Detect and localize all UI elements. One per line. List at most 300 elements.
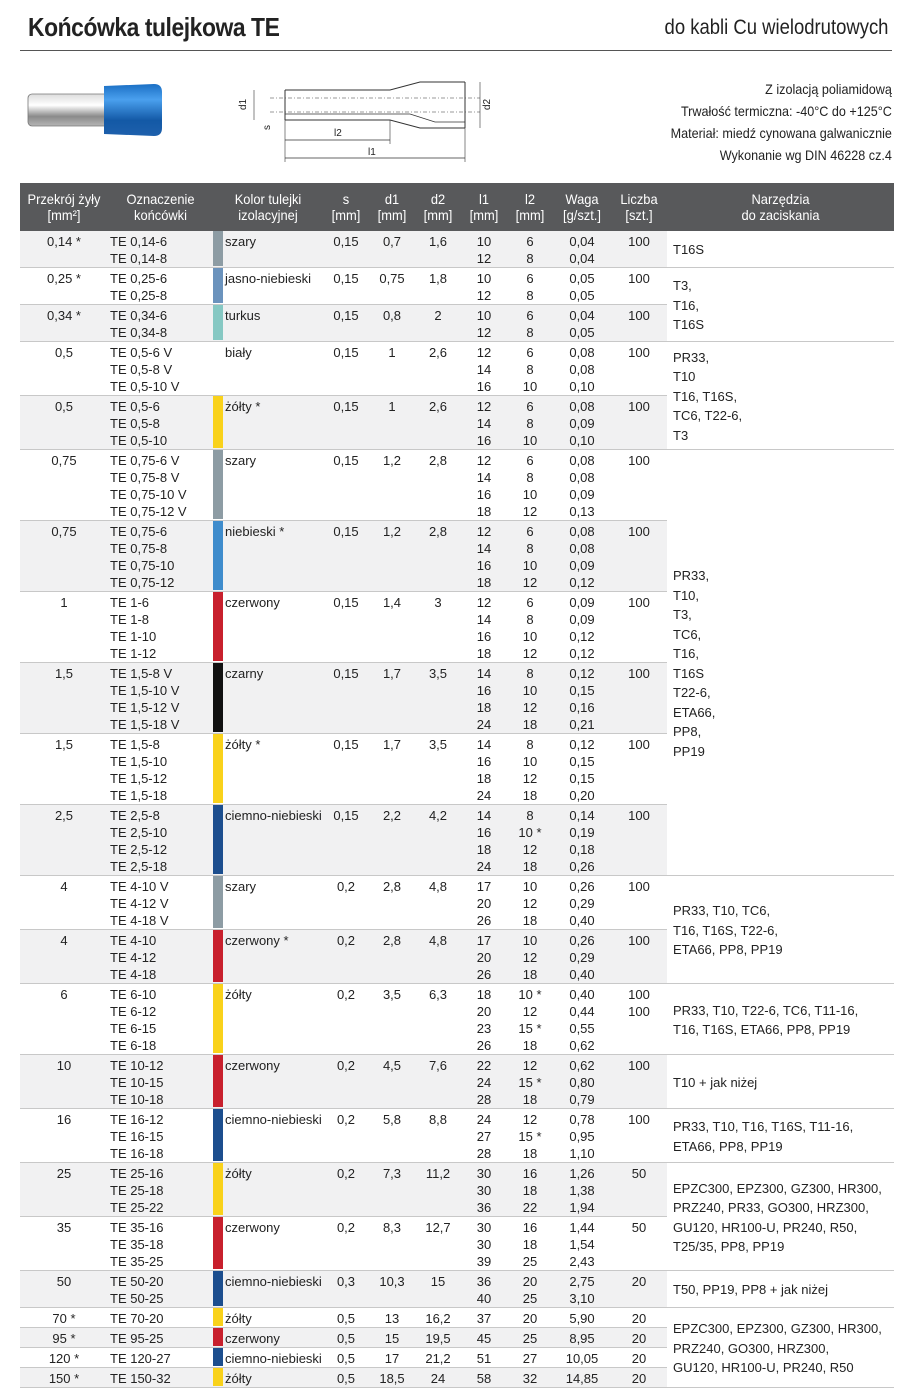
s-cell: 0,2 bbox=[323, 1055, 369, 1109]
d2-cell: 1,8 bbox=[415, 268, 461, 305]
l1-cell-value: 12 bbox=[476, 595, 492, 610]
d2-cell: 4,2 bbox=[415, 805, 461, 876]
s-cell: 0,15 bbox=[323, 592, 369, 663]
cross-section-cell: 4 bbox=[20, 876, 108, 930]
color-swatch-fill bbox=[213, 450, 223, 519]
l1-cell bbox=[461, 396, 507, 450]
l1-cell bbox=[461, 984, 507, 1055]
designation-cell bbox=[108, 1368, 213, 1388]
d1-cell: 0,8 bbox=[369, 305, 415, 342]
l2-cell-value: 12 bbox=[522, 771, 538, 786]
l2-cell-value: 10 bbox=[522, 683, 538, 698]
designation-cell bbox=[108, 231, 213, 268]
l2-cell-value: 18 bbox=[522, 1183, 538, 1198]
l1-cell bbox=[461, 305, 507, 342]
l1-cell bbox=[461, 1308, 507, 1328]
designation-cell-value: TE 10-18 bbox=[110, 1092, 164, 1107]
color-swatch-fill bbox=[213, 396, 223, 448]
l1-cell-value: 30 bbox=[476, 1183, 492, 1198]
weight-cell-value: 0,08 bbox=[569, 470, 595, 485]
l1-cell-value: 14 bbox=[476, 612, 492, 627]
tool-line: T16, T16S, T22-6, bbox=[673, 922, 779, 938]
weight-cell-value: 1,54 bbox=[569, 1237, 595, 1252]
designation-cell bbox=[108, 592, 213, 663]
designation-cell-value: TE 0,5-6 bbox=[110, 399, 160, 414]
weight-cell-value: 8,95 bbox=[569, 1331, 595, 1346]
s-cell: 0,15 bbox=[323, 396, 369, 450]
tool-line: PP19 bbox=[673, 743, 705, 759]
s-cell: 0,2 bbox=[323, 930, 369, 984]
weight-cell-value: 0,16 bbox=[569, 700, 595, 715]
l2-cell bbox=[507, 1368, 553, 1388]
color-swatch bbox=[213, 1217, 223, 1271]
weight-cell-value: 0,26 bbox=[569, 879, 595, 894]
l1-cell-value: 12 bbox=[476, 345, 492, 360]
weight-cell-value: 0,15 bbox=[569, 683, 595, 698]
l2-cell-value: 10 bbox=[522, 487, 538, 502]
color-swatch-fill bbox=[213, 1163, 223, 1215]
designation-cell-value: TE 2,5-12 bbox=[110, 842, 168, 857]
l2-cell bbox=[507, 396, 553, 450]
designation-cell-value: TE 25-16 bbox=[110, 1166, 164, 1181]
quantity-cell bbox=[611, 450, 667, 521]
product-table bbox=[20, 183, 894, 1388]
designation-cell bbox=[108, 305, 213, 342]
weight-cell-value: 0,09 bbox=[569, 487, 595, 502]
designation-cell-value: TE 4-18 bbox=[110, 967, 157, 982]
designation-cell bbox=[108, 450, 213, 521]
l2-cell-value: 10 bbox=[522, 754, 538, 769]
color-name-cell: ciemno-niebieski bbox=[223, 1271, 323, 1308]
weight-cell-value: 0,09 bbox=[569, 416, 595, 431]
weight-cell-value: 0,29 bbox=[569, 896, 595, 911]
l2-cell-value: 25 bbox=[522, 1291, 538, 1306]
l1-cell-value: 14 bbox=[476, 808, 492, 823]
tool-line: PR33, bbox=[673, 349, 710, 365]
color-swatch bbox=[213, 592, 223, 663]
tool-line: PR33, bbox=[673, 568, 710, 583]
color-swatch bbox=[213, 450, 223, 521]
color-name-cell: czerwony bbox=[223, 592, 323, 663]
designation-cell-value: TE 6-15 bbox=[110, 1021, 157, 1036]
color-name-cell: szary bbox=[223, 876, 323, 930]
l2-cell-value: 20 bbox=[522, 1311, 538, 1326]
cross-section-cell: 0,75 bbox=[20, 450, 108, 521]
designation-cell-value: TE 1,5-8 V bbox=[110, 666, 173, 681]
weight-cell-value: 10,05 bbox=[565, 1351, 599, 1366]
quantity-cell-value: 100 bbox=[628, 234, 650, 249]
table-row bbox=[20, 450, 894, 521]
color-swatch-fill bbox=[213, 231, 223, 266]
l2-cell bbox=[507, 1109, 553, 1163]
l2-cell bbox=[507, 1348, 553, 1368]
l2-cell-value: 18 bbox=[522, 1237, 538, 1252]
header-cross-section: Przekrój żyły [mm²] bbox=[20, 183, 108, 231]
weight-cell-value: 0,08 bbox=[569, 345, 595, 360]
weight-cell bbox=[553, 1308, 611, 1328]
s-cell: 0,2 bbox=[323, 876, 369, 930]
ferrule-photo bbox=[26, 80, 166, 140]
weight-cell-value: 0,55 bbox=[569, 1021, 595, 1036]
tools-cell bbox=[667, 1163, 894, 1271]
color-swatch bbox=[213, 396, 223, 450]
d1-cell: 18,5 bbox=[369, 1368, 415, 1388]
l2-cell bbox=[507, 268, 553, 305]
l1-cell-value: 14 bbox=[476, 362, 492, 377]
cross-section-cell: 2,5 bbox=[20, 805, 108, 876]
color-name-cell: ciemno-niebieski bbox=[223, 1109, 323, 1163]
color-swatch-fill bbox=[213, 984, 223, 1053]
color-swatch bbox=[213, 734, 223, 805]
color-name-cell: ciemno-niebieski bbox=[223, 1348, 323, 1368]
designation-cell-value: TE 6-10 bbox=[110, 987, 157, 1002]
weight-cell-value: 0,12 bbox=[569, 629, 595, 644]
color-name-cell: jasno-niebieski bbox=[223, 268, 323, 305]
l1-cell-value: 10 bbox=[476, 271, 492, 286]
l2-cell-value: 18 bbox=[522, 859, 538, 874]
l1-cell-value: 10 bbox=[476, 234, 492, 249]
color-swatch-fill bbox=[213, 1217, 223, 1269]
color-swatch bbox=[213, 305, 223, 342]
s-cell: 0,15 bbox=[323, 305, 369, 342]
d1-cell: 2,8 bbox=[369, 930, 415, 984]
weight-cell-value: 0,08 bbox=[569, 453, 595, 468]
cross-section-cell: 0,14 * bbox=[20, 231, 108, 268]
l1-cell-value: 14 bbox=[476, 416, 492, 431]
weight-cell-value: 0,12 bbox=[569, 646, 595, 661]
color-swatch-fill bbox=[213, 1328, 223, 1346]
d2-cell: 19,5 bbox=[415, 1328, 461, 1348]
l2-cell-value: 8 bbox=[526, 325, 534, 340]
designation-cell-value: TE 35-18 bbox=[110, 1237, 164, 1252]
weight-cell-value: 0,80 bbox=[569, 1075, 595, 1090]
l1-cell-value: 12 bbox=[476, 325, 492, 340]
weight-cell-value: 0,12 bbox=[569, 737, 595, 752]
tools-cell bbox=[667, 342, 894, 450]
designation-cell bbox=[108, 1163, 213, 1217]
l2-cell-value: 12 bbox=[522, 1004, 538, 1019]
l1-cell-value: 14 bbox=[476, 541, 492, 556]
weight-cell-value: 0,62 bbox=[569, 1038, 595, 1053]
cross-section-cell: 0,75 bbox=[20, 521, 108, 592]
l2-cell-value: 8 bbox=[526, 288, 534, 303]
color-swatch bbox=[213, 342, 223, 396]
spec-list bbox=[646, 78, 892, 166]
table-row bbox=[20, 1055, 894, 1109]
tool-line: GU120, HR100-U, PR240, R50 bbox=[673, 1360, 854, 1376]
tool-line: T16S bbox=[673, 317, 705, 333]
color-name-cell: czarny bbox=[223, 663, 323, 734]
l1-cell-value: 16 bbox=[476, 433, 492, 448]
designation-cell-value: TE 0,75-12 bbox=[110, 575, 175, 590]
quantity-cell-value: 100 bbox=[628, 399, 650, 414]
tools-cell bbox=[667, 1109, 894, 1163]
designation-cell-value: TE 0,75-12 V bbox=[110, 504, 187, 519]
weight-cell-value: 0,40 bbox=[569, 987, 595, 1002]
d2-cell: 2 bbox=[415, 305, 461, 342]
quantity-cell-value: 100 bbox=[628, 666, 650, 681]
designation-cell-value: TE 1,5-12 bbox=[110, 771, 168, 786]
tool-line: T25/35, PP8, PP19 bbox=[673, 1239, 785, 1254]
s-cell: 0,5 bbox=[323, 1368, 369, 1388]
weight-cell bbox=[553, 1163, 611, 1217]
l2-cell-value: 22 bbox=[522, 1200, 538, 1215]
l2-cell bbox=[507, 805, 553, 876]
l1-cell-value: 30 bbox=[476, 1166, 492, 1181]
designation-cell bbox=[108, 396, 213, 450]
weight-cell-value: 2,43 bbox=[569, 1254, 595, 1269]
weight-cell bbox=[553, 450, 611, 521]
l2-cell bbox=[507, 305, 553, 342]
l2-cell bbox=[507, 521, 553, 592]
s-cell: 0,5 bbox=[323, 1308, 369, 1328]
color-swatch-fill bbox=[213, 342, 223, 394]
tool-line: T50, PP19, PP8 + jak niżej bbox=[673, 1282, 829, 1298]
color-name-cell: szary bbox=[223, 231, 323, 268]
tool-line: T16, T16S, ETA66, PP8, PP19 bbox=[673, 1022, 851, 1037]
weight-cell bbox=[553, 1271, 611, 1308]
l2-cell-value: 25 bbox=[522, 1331, 538, 1346]
table-row bbox=[20, 1163, 894, 1217]
quantity-cell bbox=[611, 305, 667, 342]
designation-cell-value: TE 0,14-8 bbox=[110, 251, 168, 266]
tool-line: PR33, T10, TC6, bbox=[673, 903, 771, 919]
l2-cell bbox=[507, 1163, 553, 1217]
cross-section-cell: 1 bbox=[20, 592, 108, 663]
l1-cell-value: 12 bbox=[476, 399, 492, 414]
designation-cell-value: TE 0,75-10 V bbox=[110, 487, 187, 502]
l2-cell-value: 10 bbox=[522, 558, 538, 573]
tools-cell bbox=[667, 1308, 894, 1388]
color-swatch bbox=[213, 1308, 223, 1328]
spec-material: Materiał: miedź cynowana galwanicznie bbox=[670, 125, 892, 141]
header-d2: d2 [mm] bbox=[415, 183, 461, 231]
color-swatch bbox=[213, 805, 223, 876]
l2-cell-value: 18 bbox=[522, 967, 538, 982]
l2-cell-value: 15 * bbox=[518, 1021, 542, 1036]
d2-cell: 21,2 bbox=[415, 1348, 461, 1368]
cross-section-cell: 10 bbox=[20, 1055, 108, 1109]
quantity-cell bbox=[611, 521, 667, 592]
cross-section-cell: 0,5 bbox=[20, 342, 108, 396]
designation-cell-value: TE 1,5-18 V bbox=[110, 717, 180, 732]
cross-section-cell: 120 * bbox=[20, 1348, 108, 1368]
l1-cell-value: 27 bbox=[476, 1129, 492, 1144]
weight-cell-value: 1,26 bbox=[569, 1166, 595, 1181]
weight-cell-value: 0,08 bbox=[569, 399, 595, 414]
cross-section-cell: 50 bbox=[20, 1271, 108, 1308]
weight-cell-value: 0,20 bbox=[569, 788, 595, 803]
svg-text:l2: l2 bbox=[334, 128, 342, 139]
l2-cell-value: 8 bbox=[526, 541, 534, 556]
d2-cell: 8,8 bbox=[415, 1109, 461, 1163]
header-designation: Oznaczenie końcówki bbox=[108, 183, 213, 231]
designation-cell-value: TE 6-12 bbox=[110, 1004, 157, 1019]
quantity-cell bbox=[611, 930, 667, 984]
designation-cell-value: TE 6-18 bbox=[110, 1038, 157, 1053]
color-swatch bbox=[213, 268, 223, 305]
l1-cell-value: 51 bbox=[476, 1351, 492, 1366]
designation-cell-value: TE 150-32 bbox=[110, 1371, 171, 1386]
weight-cell-value: 14,85 bbox=[565, 1371, 599, 1386]
color-swatch-fill bbox=[213, 876, 223, 928]
l1-cell-value: 16 bbox=[476, 629, 492, 644]
color-swatch-fill bbox=[213, 592, 223, 661]
color-swatch bbox=[213, 984, 223, 1055]
d1-cell: 1 bbox=[369, 396, 415, 450]
tool-line: T16S bbox=[673, 242, 705, 258]
l1-cell-value: 24 bbox=[476, 1075, 492, 1090]
l1-cell-value: 14 bbox=[476, 737, 492, 752]
designation-cell-value: TE 2,5-8 bbox=[110, 808, 160, 823]
l2-cell-value: 25 bbox=[522, 1254, 538, 1269]
dimension-drawing bbox=[230, 78, 500, 168]
l1-cell-value: 58 bbox=[476, 1371, 492, 1386]
designation-cell-value: TE 0,5-10 bbox=[110, 433, 168, 448]
l1-cell-value: 26 bbox=[476, 1038, 492, 1053]
color-name-cell: żółty bbox=[223, 1308, 323, 1328]
designation-cell bbox=[108, 1308, 213, 1328]
l2-cell-value: 12 bbox=[522, 1058, 538, 1073]
designation-cell bbox=[108, 663, 213, 734]
quantity-cell-value: 100 bbox=[628, 987, 650, 1002]
d1-cell: 4,5 bbox=[369, 1055, 415, 1109]
d1-cell: 17 bbox=[369, 1348, 415, 1368]
l1-cell-value: 23 bbox=[476, 1021, 492, 1036]
designation-cell-value: TE 0,5-8 bbox=[110, 416, 160, 431]
weight-cell-value: 0,04 bbox=[569, 251, 595, 266]
cross-section-cell: 95 * bbox=[20, 1328, 108, 1348]
l1-cell-value: 20 bbox=[476, 950, 492, 965]
color-swatch-fill bbox=[213, 305, 223, 340]
designation-cell-value: TE 2,5-18 bbox=[110, 859, 168, 874]
l1-cell-value: 18 bbox=[476, 700, 492, 715]
d1-cell: 13 bbox=[369, 1308, 415, 1328]
designation-cell-value: TE 0,5-10 V bbox=[110, 379, 180, 394]
weight-cell bbox=[553, 805, 611, 876]
cross-section-cell: 1,5 bbox=[20, 663, 108, 734]
tools-cell bbox=[667, 984, 894, 1055]
weight-cell-value: 3,10 bbox=[569, 1291, 595, 1306]
weight-cell-value: 0,12 bbox=[569, 575, 595, 590]
designation-cell-value: TE 1-10 bbox=[110, 629, 157, 644]
tool-line: EPZC300, EPZ300, GZ300, HR300, bbox=[673, 1180, 882, 1196]
tool-line: T10 bbox=[673, 369, 696, 385]
tool-line: PP8, bbox=[673, 724, 702, 739]
l1-cell bbox=[461, 1271, 507, 1308]
d2-cell: 1,6 bbox=[415, 231, 461, 268]
s-cell: 0,15 bbox=[323, 231, 369, 268]
l1-cell bbox=[461, 521, 507, 592]
tools-cell bbox=[667, 231, 894, 268]
weight-cell-value: 2,75 bbox=[569, 1274, 595, 1289]
l1-cell-value: 18 bbox=[476, 771, 492, 786]
weight-cell-value: 0,12 bbox=[569, 666, 595, 681]
weight-cell-value: 0,26 bbox=[569, 933, 595, 948]
designation-cell-value: TE 0,25-8 bbox=[110, 288, 168, 303]
cross-section-cell: 25 bbox=[20, 1163, 108, 1217]
weight-cell-value: 0,05 bbox=[569, 325, 595, 340]
l1-cell-value: 16 bbox=[476, 487, 492, 502]
d2-cell: 7,6 bbox=[415, 1055, 461, 1109]
weight-cell-value: 5,90 bbox=[569, 1311, 595, 1326]
l1-cell bbox=[461, 1328, 507, 1348]
s-cell: 0,15 bbox=[323, 268, 369, 305]
tool-line: T16S bbox=[673, 665, 705, 681]
weight-cell-value: 0,78 bbox=[569, 1112, 595, 1127]
l1-cell bbox=[461, 450, 507, 521]
table-row bbox=[20, 984, 894, 1055]
tool-line: PRZ240, PR33, GO300, HRZ300, bbox=[673, 1200, 869, 1215]
l2-cell bbox=[507, 984, 553, 1055]
quantity-cell-value: 100 bbox=[628, 524, 650, 539]
table-row bbox=[20, 1109, 894, 1163]
quantity-cell-value: 100 bbox=[628, 595, 650, 610]
s-cell: 0,3 bbox=[323, 1271, 369, 1308]
header-quantity: Liczba [szt.] bbox=[611, 183, 667, 231]
header-weight: Waga [g/szt.] bbox=[553, 183, 611, 231]
l1-cell-value: 28 bbox=[476, 1146, 492, 1161]
d1-cell: 10,3 bbox=[369, 1271, 415, 1308]
weight-cell-value: 0,13 bbox=[569, 504, 595, 519]
l1-cell bbox=[461, 1348, 507, 1368]
d2-cell: 12,7 bbox=[415, 1217, 461, 1271]
tools-cell bbox=[667, 268, 894, 342]
designation-cell bbox=[108, 1055, 213, 1109]
header-s: s [mm] bbox=[323, 183, 369, 231]
tool-line: PRZ240, GO300, HRZ300, bbox=[673, 1340, 830, 1356]
spec-temperature: Trwałość termiczna: -40°C do +125°C bbox=[681, 103, 892, 119]
designation-cell-value: TE 95-25 bbox=[110, 1331, 164, 1346]
color-swatch-fill bbox=[213, 1109, 223, 1161]
svg-text:l1: l1 bbox=[368, 147, 376, 158]
quantity-cell bbox=[611, 1328, 667, 1348]
l1-cell-value: 16 bbox=[476, 754, 492, 769]
l2-cell-value: 12 bbox=[522, 842, 538, 857]
color-swatch-fill bbox=[213, 1271, 223, 1306]
weight-cell bbox=[553, 984, 611, 1055]
quantity-cell-value: 20 bbox=[631, 1371, 647, 1386]
table-row bbox=[20, 342, 894, 396]
weight-cell-value: 0,08 bbox=[569, 541, 595, 556]
color-name-cell: żółty bbox=[223, 1163, 323, 1217]
designation-cell-value: TE 0,5-6 V bbox=[110, 345, 173, 360]
weight-cell-value: 1,38 bbox=[569, 1183, 595, 1198]
quantity-cell bbox=[611, 396, 667, 450]
cross-section-cell: 0,34 * bbox=[20, 305, 108, 342]
quantity-cell-value: 20 bbox=[631, 1274, 647, 1289]
designation-cell-value: TE 0,75-6 bbox=[110, 524, 168, 539]
color-swatch bbox=[213, 1109, 223, 1163]
l2-cell-value: 6 bbox=[526, 399, 534, 414]
weight-cell bbox=[553, 1055, 611, 1109]
designation-cell-value: TE 1,5-18 bbox=[110, 788, 168, 803]
spec-insulation: Z izolacją poliamidową bbox=[765, 81, 892, 97]
weight-cell bbox=[553, 734, 611, 805]
l2-cell-value: 10 bbox=[522, 629, 538, 644]
designation-cell bbox=[108, 876, 213, 930]
weight-cell-value: 0,15 bbox=[569, 754, 595, 769]
weight-cell bbox=[553, 1368, 611, 1388]
l1-cell-value: 20 bbox=[476, 1004, 492, 1019]
quantity-cell-value: 100 bbox=[628, 453, 650, 468]
d1-cell: 1,7 bbox=[369, 663, 415, 734]
weight-cell-value: 0,09 bbox=[569, 612, 595, 627]
l2-cell-value: 10 bbox=[522, 933, 538, 948]
designation-cell-value: TE 50-20 bbox=[110, 1274, 164, 1289]
weight-cell-value: 0,29 bbox=[569, 950, 595, 965]
designation-cell bbox=[108, 521, 213, 592]
